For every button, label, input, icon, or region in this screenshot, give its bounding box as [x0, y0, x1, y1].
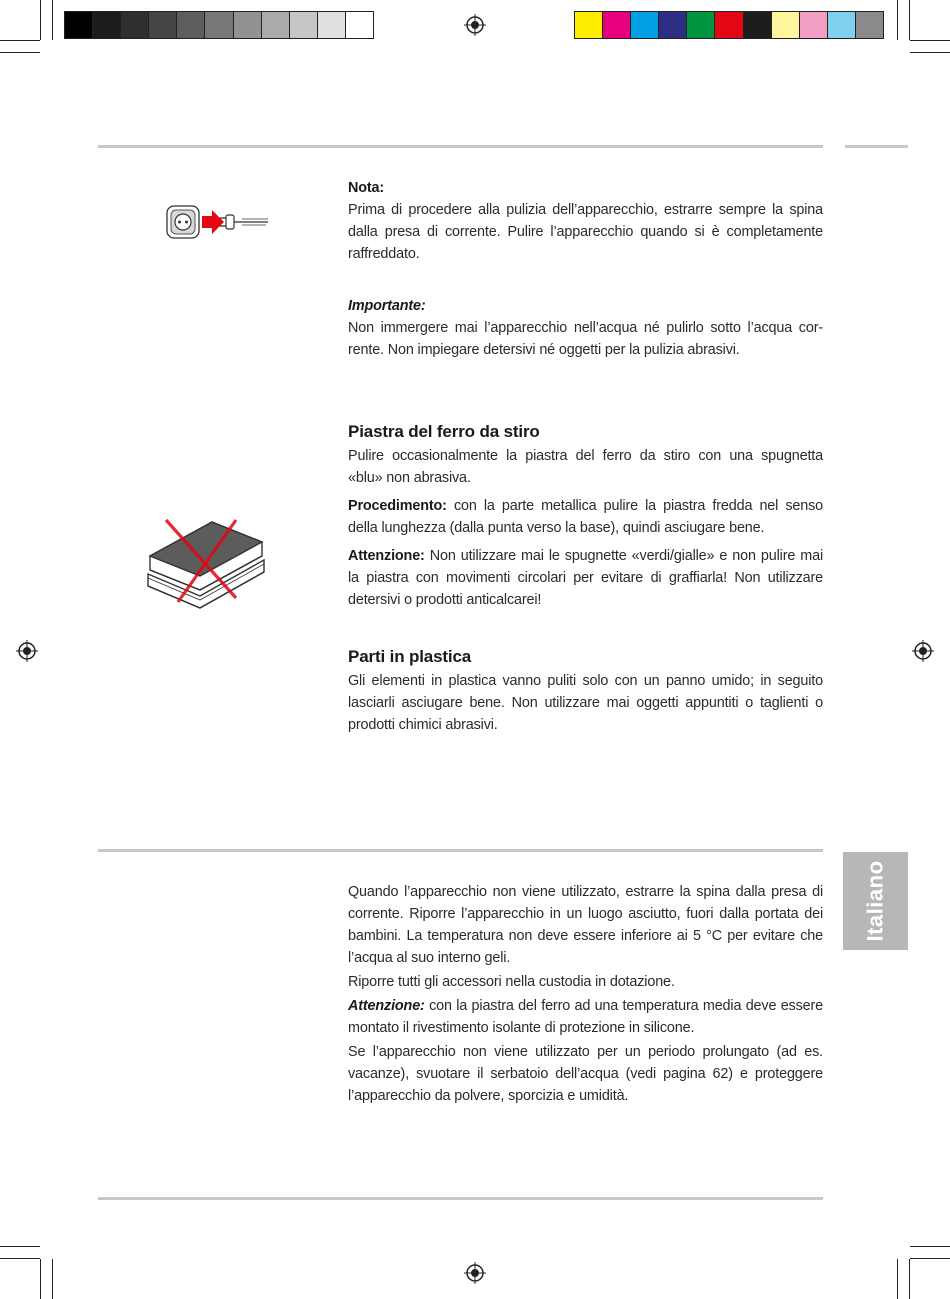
language-tab-label: Italiano [862, 860, 888, 942]
grayscale-swatch [149, 12, 177, 38]
crop-mark [40, 1259, 41, 1299]
crop-mark [897, 0, 898, 40]
storage-paragraph: Riporre tutti gli accessori nella custodia in dotazione. [348, 974, 675, 990]
procedure-text: con la parte metallica pulire la piastra fredda nel senso della lunghezza (dalla punta verso la base), quindi asciugare bene. [348, 498, 823, 536]
crop-mark [910, 1246, 950, 1247]
crop-mark [897, 1259, 898, 1299]
plate-intro-line: Pulire occasionalmente la piastra del ferro da stiro con una spugnetta [348, 448, 823, 464]
registration-mark-icon [464, 1262, 486, 1284]
grayscale-color-bar [64, 11, 374, 39]
grayscale-swatch [65, 12, 93, 38]
crop-mark [0, 1258, 40, 1259]
grayscale-swatch [121, 12, 149, 38]
crop-mark [0, 40, 40, 41]
storage-paragraph: Quando l’apparecchio non viene utilizzato, estrarre la spina dalla presa di corrente. Riporre l’apparecchio in un luogo asciutto, fuori dalla portata dei bambini. La temperatura non deve essere inferiore ai 5 °C per evitare che l’acqua al suo interno geli. [348, 884, 823, 966]
note-line: raffreddato. [348, 246, 420, 262]
color-swatch [687, 12, 715, 38]
grayscale-swatch [93, 12, 121, 38]
crop-mark [910, 1258, 950, 1259]
storage-warning [348, 995, 823, 1039]
registration-mark-icon [16, 640, 38, 662]
section-divider [98, 849, 823, 852]
color-swatch [856, 12, 883, 38]
crop-mark [52, 1259, 53, 1299]
unplug-icon [166, 203, 270, 241]
crop-mark [909, 0, 910, 40]
color-swatch [603, 12, 631, 38]
plastic-heading: Parti in plastica [348, 647, 472, 666]
important-line: rente. Non impiegare detersivi né oggetti per la pulizia abrasivi. [348, 342, 740, 358]
warning-text: Non utilizzare mai le spugnette «verdi/gialle» e non pulire mai la piastra con movimenti circolari per evitare di graffiarla! Non utilizzare detersivi o prodotti anticalcarei! [348, 548, 823, 608]
crop-mark [910, 52, 950, 53]
color-swatch [575, 12, 603, 38]
crop-mark [40, 0, 41, 40]
section-divider [98, 1197, 823, 1200]
grayscale-swatch [205, 12, 233, 38]
registration-mark-icon [912, 640, 934, 662]
language-tab [843, 852, 908, 950]
color-swatch [828, 12, 856, 38]
crop-mark [0, 1246, 40, 1247]
section-divider [98, 145, 823, 148]
color-swatch [715, 12, 743, 38]
note-line: dalla presa di corrente. Pulire l’apparecchio quando si è completamente [348, 224, 823, 240]
grayscale-swatch [234, 12, 262, 38]
plate-intro-line: «blu» non abrasiva. [348, 470, 471, 486]
plate-section [348, 421, 823, 611]
crop-mark [910, 40, 950, 41]
important-title: Importante: [348, 298, 426, 314]
plastic-section [348, 646, 823, 736]
important-block [348, 295, 823, 361]
procedure-label: Procedimento: [348, 498, 447, 514]
grayscale-swatch [290, 12, 318, 38]
crop-mark [0, 52, 40, 53]
process-color-bar [574, 11, 884, 39]
plate-heading: Piastra del ferro da stiro [348, 422, 540, 441]
note-title: Nota: [348, 180, 385, 196]
crop-mark [909, 1259, 910, 1299]
note-block [348, 177, 823, 265]
color-swatch [772, 12, 800, 38]
storage-warning-label: Attenzione: [348, 998, 425, 1014]
storage-warning-text: con la piastra del ferro ad una temperatura media deve essere montato il rivestimento isolante di protezione in silicone. [348, 998, 823, 1036]
color-swatch [744, 12, 772, 38]
note-line: Prima di procedere alla pulizia dell’apparecchio, estrarre sempre la spina [348, 202, 823, 218]
storage-paragraph: Se l’apparecchio non viene utilizzato per un periodo prolungato (ad es. vacanze), svuotare il serbatoio dell’acqua (vedi pagina 62) e proteggere l’apparecchio da polvere, sporcizia e umidità. [348, 1044, 823, 1104]
important-line: Non immergere mai l’apparecchio nell’acqua né pulirlo sotto l’acqua cor- [348, 320, 823, 336]
color-swatch [800, 12, 828, 38]
registration-mark-icon [464, 14, 486, 36]
iron-plate-crossed-icon [140, 512, 270, 616]
plate-procedure [348, 495, 823, 539]
grayscale-swatch [318, 12, 346, 38]
color-swatch [659, 12, 687, 38]
plate-warning [348, 545, 823, 611]
grayscale-swatch [262, 12, 290, 38]
grayscale-swatch [177, 12, 205, 38]
color-swatch [631, 12, 659, 38]
side-divider [845, 145, 908, 148]
crop-mark [52, 0, 53, 40]
warning-label: Attenzione: [348, 548, 425, 564]
plastic-text: Gli elementi in plastica vanno puliti solo con un panno umido; in seguito lasciarli asciugare bene. Non utilizzare mai oggetti appuntiti o taglienti o prodotti chimici abrasivi. [348, 673, 823, 733]
grayscale-swatch [346, 12, 373, 38]
storage-section [348, 881, 823, 1107]
